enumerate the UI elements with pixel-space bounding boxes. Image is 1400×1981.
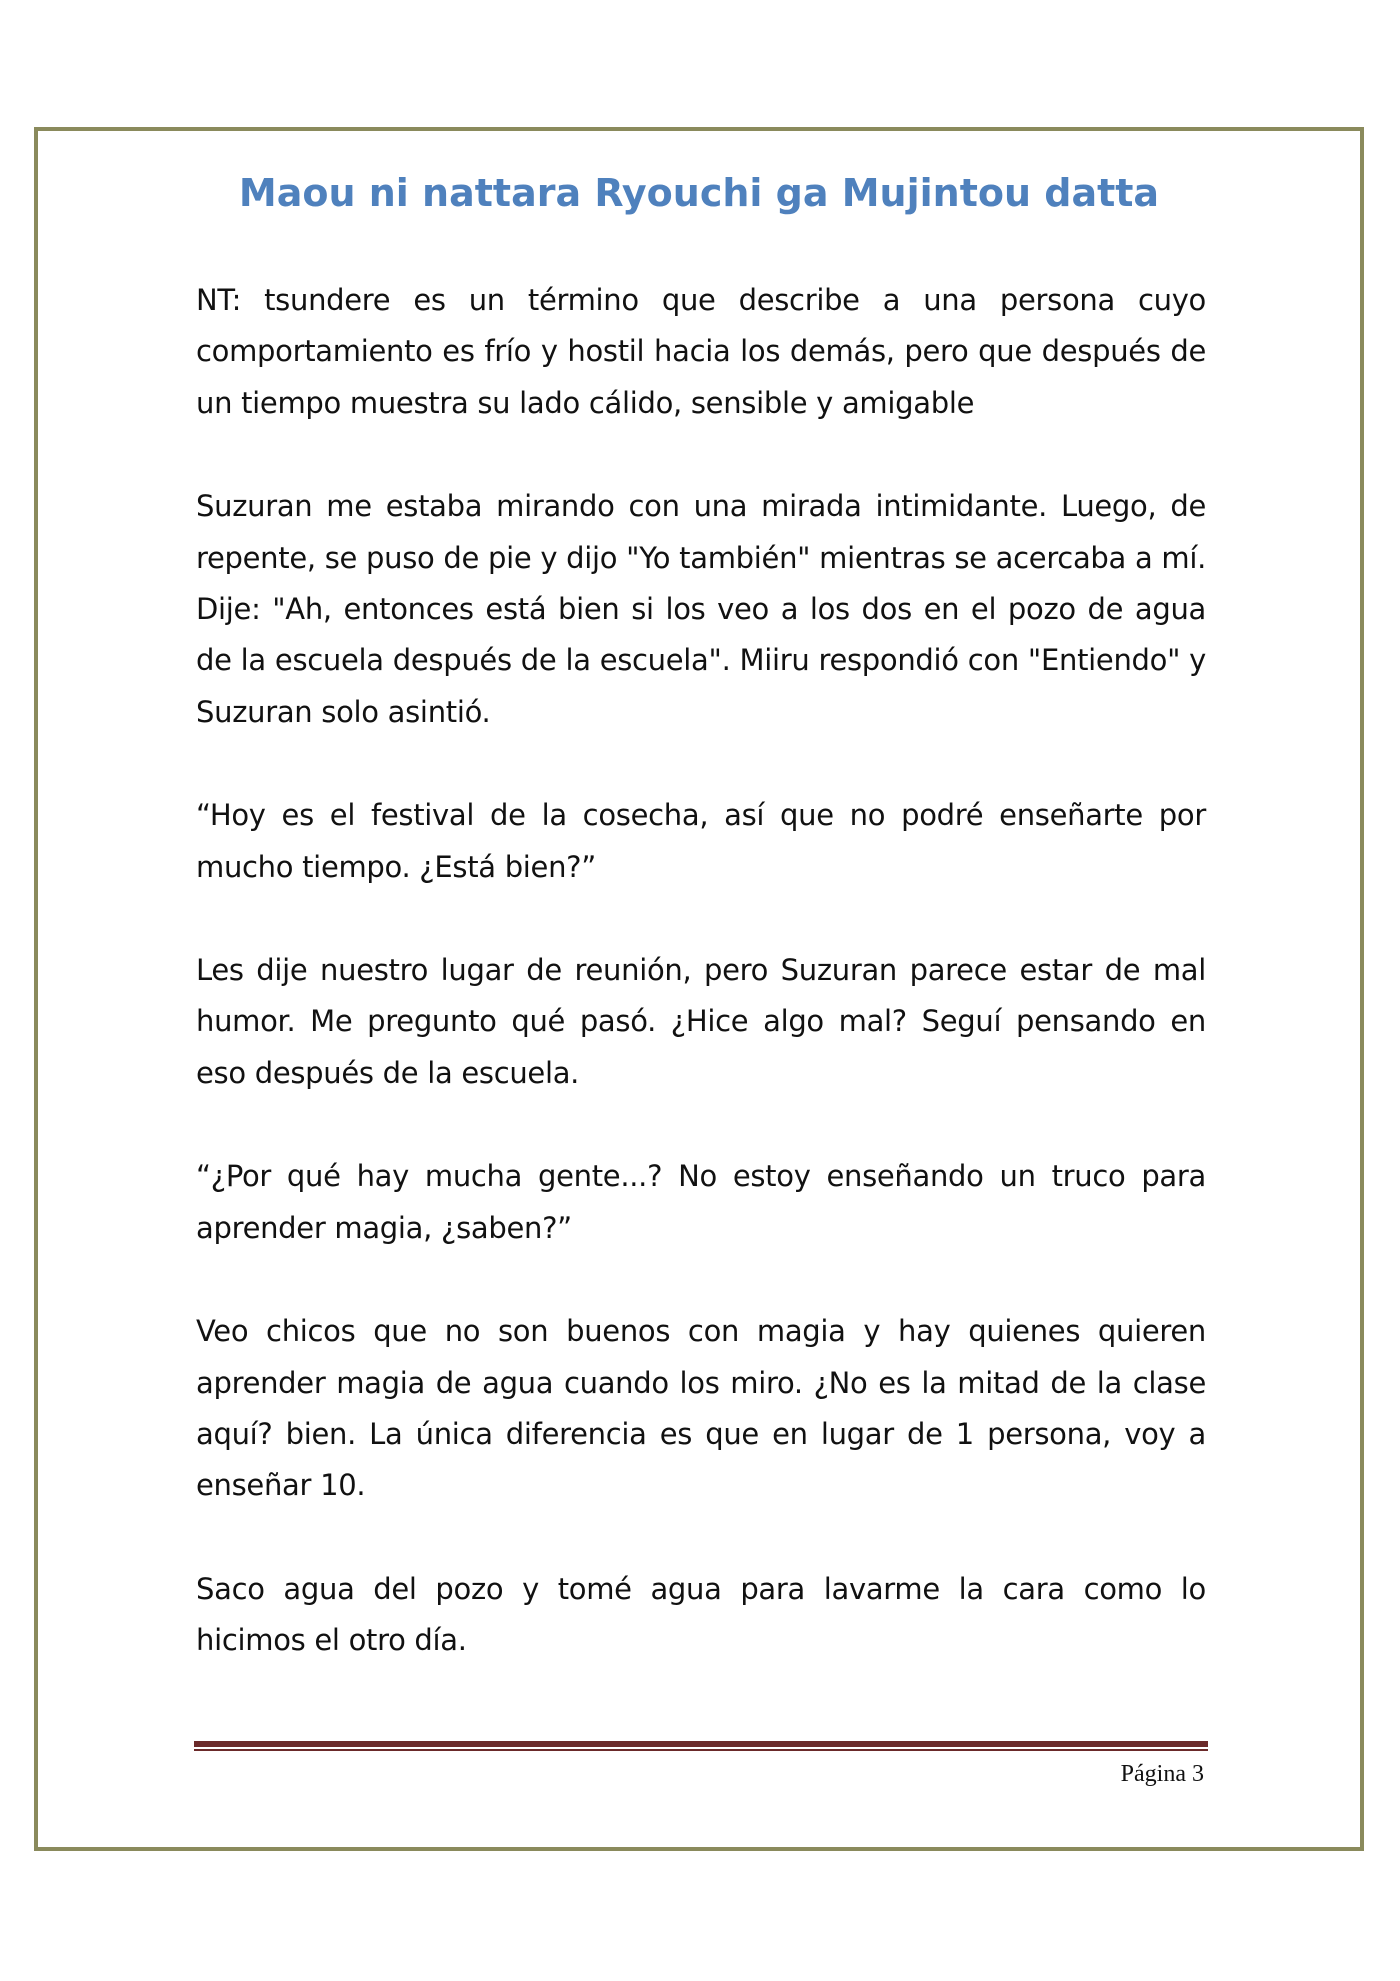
paragraph: Suzuran me estaba mirando con una mirada intimidante. Luego, de repente, se puso de pie y dijo "Yo también" mientras se acercaba a mí. Dije: "Ah, entonces está bien si los veo a los dos en el pozo de agua de la escuela después de la escuela". Miiru respondió con "Entiendo" y Suzuran solo asintió. xyxy=(196,489,1206,729)
page-number: Página 3 xyxy=(1120,1761,1204,1787)
document-title: Maou ni nattara Ryouchi ga Mujintou datta xyxy=(238,171,1160,215)
footer-divider xyxy=(194,1741,1208,1751)
page-frame xyxy=(34,127,1364,1851)
paragraph: Saco agua del pozo y tomé agua para lavarme la cara como lo hicimos el otro día. xyxy=(196,1571,1206,1658)
paragraph: Les dije nuestro lugar de reunión, pero Suzuran parece estar de mal humor. Me pregunto qué pasó. ¿Hice algo mal? Seguí pensando en eso después de la escuela. xyxy=(196,953,1206,1090)
paragraph-translator-note: NT: tsundere es un término que describe a una persona cuyo comportamiento es frío y hostil hacia los demás, pero que después de un tiempo muestra su lado cálido, sensible y amigable xyxy=(196,283,1206,420)
footer-divider-thin-line xyxy=(194,1749,1208,1751)
paragraph: Veo chicos que no son buenos con magia y hay quienes quieren aprender magia de agua cuando los miro. ¿No es la mitad de la clase aquí? bien. La única diferencia es que en lugar de 1 persona, voy a enseñar 10. xyxy=(196,1314,1206,1503)
paragraph: “¿Por qué hay mucha gente...? No estoy enseñando un truco para aprender magia, ¿saben?” xyxy=(196,1159,1206,1245)
document-body xyxy=(196,275,1206,1719)
footer-divider-thick-line xyxy=(194,1741,1208,1747)
paragraph: “Hoy es el festival de la cosecha, así que no podré enseñarte por mucho tiempo. ¿Está bien?” xyxy=(196,798,1206,884)
